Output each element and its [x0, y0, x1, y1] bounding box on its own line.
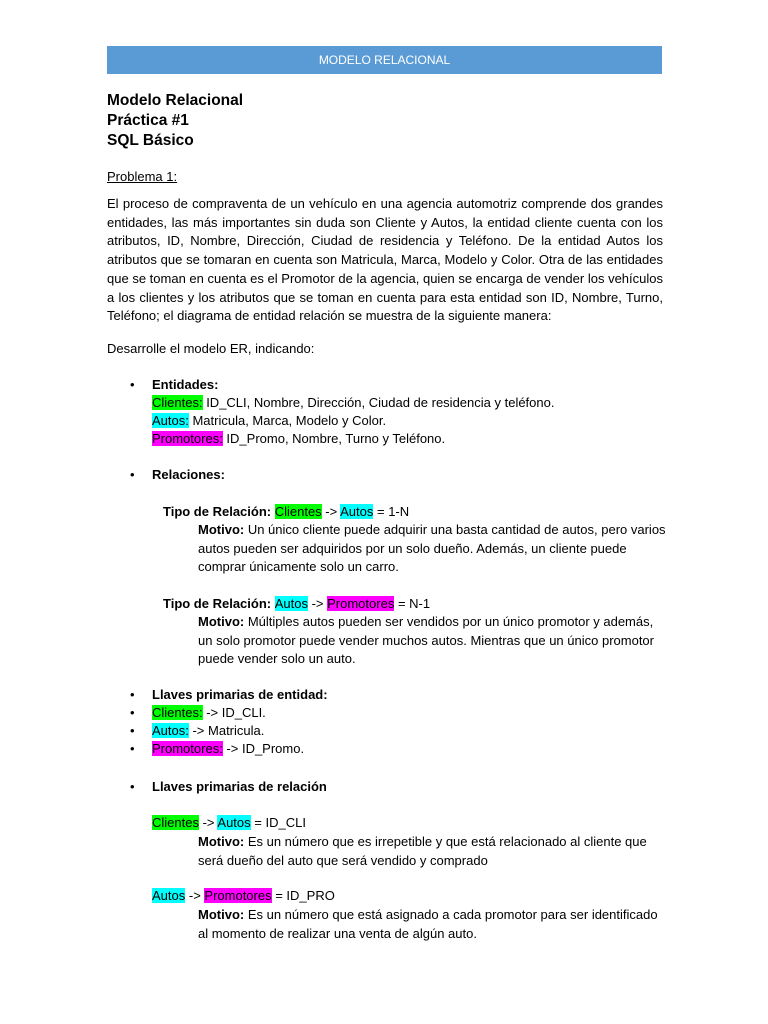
relacion-1-b: Autos	[340, 504, 374, 519]
relacion-2-a: Autos	[274, 596, 308, 611]
bullet-llaves-relacion: •	[130, 779, 135, 794]
relacion-2-b: Promotores	[327, 596, 395, 611]
llaves-entidad-heading: Llaves primarias de entidad:	[152, 687, 328, 702]
title-block	[107, 91, 243, 151]
entidad-autos	[152, 413, 386, 428]
relacion-1-a: Clientes	[274, 504, 322, 519]
llave-relacion-2-key: = ID_PRO	[271, 888, 335, 903]
entidad-clientes-attrs: ID_CLI, Nombre, Dirección, Ciudad de residencia y teléfono.	[202, 395, 555, 410]
motivo-label: Motivo:	[198, 907, 245, 922]
llave-clientes	[152, 705, 266, 720]
llave-clientes-value: -> ID_CLI.	[202, 705, 266, 720]
relacion-1-motivo	[198, 521, 668, 577]
llave-promotores-value: -> ID_Promo.	[222, 741, 305, 756]
llave-promotores	[152, 741, 304, 756]
instruction-text: Desarrolle el modelo ER, indicando:	[107, 341, 315, 356]
llave-relacion-1	[152, 815, 306, 830]
llave-relacion-1-b: Autos	[217, 815, 251, 830]
llave-relacion-2	[152, 888, 335, 903]
llaves-relacion-heading: Llaves primarias de relación	[152, 779, 327, 794]
llave-autos	[152, 723, 264, 738]
relacion-2-cardinality: = N-1	[394, 596, 431, 611]
motivo-text: Es un número que es irrepetible y que está relacionado al cliente que será dueño del auto que será vendido y comprado	[198, 834, 647, 868]
relacion-2	[163, 596, 430, 611]
header-banner: MODELO RELACIONAL	[107, 46, 662, 74]
label-clientes: Clientes:	[152, 395, 203, 410]
motivo-label: Motivo:	[198, 614, 245, 629]
doc-subtitle-topic: SQL Básico	[107, 132, 194, 149]
motivo-text: Múltiples autos pueden ser vendidos por un único promotor y además, un solo promotor puede vender muchos autos. Mientras que un único promotor puede vender solo un auto.	[198, 614, 654, 667]
llave-relacion-1-key: = ID_CLI	[250, 815, 306, 830]
relacion-1-prefix: Tipo de Relación:	[163, 504, 275, 519]
motivo-text: Un único cliente puede adquirir una basta cantidad de autos, pero varios autos pueden ser adquiridos por un solo dueño. Además, un cliente puede comprar únicamente solo un carro.	[198, 522, 666, 575]
relacion-1-arrow: ->	[321, 504, 341, 519]
motivo-label: Motivo:	[198, 834, 245, 849]
entidad-promotores-attrs: ID_Promo, Nombre, Turno y Teléfono.	[222, 431, 446, 446]
llave-relacion-1-motivo	[198, 833, 668, 870]
llave-relacion-1-arrow: ->	[198, 815, 218, 830]
relacion-1	[163, 504, 409, 519]
relaciones-heading: Relaciones:	[152, 467, 225, 482]
llave-relacion-2-b: Promotores	[204, 888, 272, 903]
label-autos: Autos:	[152, 413, 189, 428]
llave-relacion-1-a: Clientes	[152, 815, 199, 830]
doc-title: Modelo Relacional	[107, 92, 244, 109]
relacion-2-motivo	[198, 613, 668, 669]
entidad-autos-attrs: Matricula, Marca, Modelo y Color.	[188, 413, 387, 428]
label-autos: Autos:	[152, 723, 189, 738]
bullet-entidades: •	[130, 377, 135, 392]
motivo-text: Es un número que está asignado a cada promotor para ser identificado al momento de realizar una venta de algún auto.	[198, 907, 658, 941]
bullet-llaves-entidad: •	[130, 687, 135, 702]
bullet-llave-clientes: •	[130, 705, 135, 720]
label-promotores: Promotores:	[152, 431, 223, 446]
entidades-heading: Entidades:	[152, 377, 219, 392]
entidad-promotores	[152, 431, 445, 446]
label-promotores: Promotores:	[152, 741, 223, 756]
label-clientes: Clientes:	[152, 705, 203, 720]
bullet-llave-promotores: •	[130, 741, 135, 756]
problem-heading: Problema 1:	[107, 169, 178, 184]
entidad-clientes	[152, 395, 554, 410]
llave-relacion-2-a: Autos	[152, 888, 186, 903]
problem-paragraph: El proceso de compraventa de un vehículo en una agencia automotriz comprende dos grandes entidades, las más importantes sin duda son Cliente y Autos, la entidad cliente cuenta con los atributos, ID, Nombre, Dirección, Ciudad de residencia y Teléfono. De la entidad Autos los atributos que se tomaran en cuenta son Matricula, Marca, Modelo y Color. Otra de las entidades que se toman en cuenta es el Promotor de la agencia, quien se encarga de vender los vehículos a los clientes y los atributos que se toman en cuenta para esta entidad son ID, Nombre, Turno, Teléfono; el diagrama de entidad relación se muestra de la siguiente manera:	[107, 196, 663, 324]
relacion-2-arrow: ->	[307, 596, 328, 611]
relacion-1-cardinality: = 1-N	[373, 504, 410, 519]
doc-subtitle-practice: Práctica #1	[107, 112, 189, 129]
motivo-label: Motivo:	[198, 522, 245, 537]
bullet-llave-autos: •	[130, 723, 135, 738]
bullet-relaciones: •	[130, 467, 135, 482]
llave-autos-value: -> Matricula.	[188, 723, 265, 738]
llave-relacion-2-motivo	[198, 906, 668, 943]
relacion-2-prefix: Tipo de Relación:	[163, 596, 275, 611]
llave-relacion-2-arrow: ->	[185, 888, 205, 903]
